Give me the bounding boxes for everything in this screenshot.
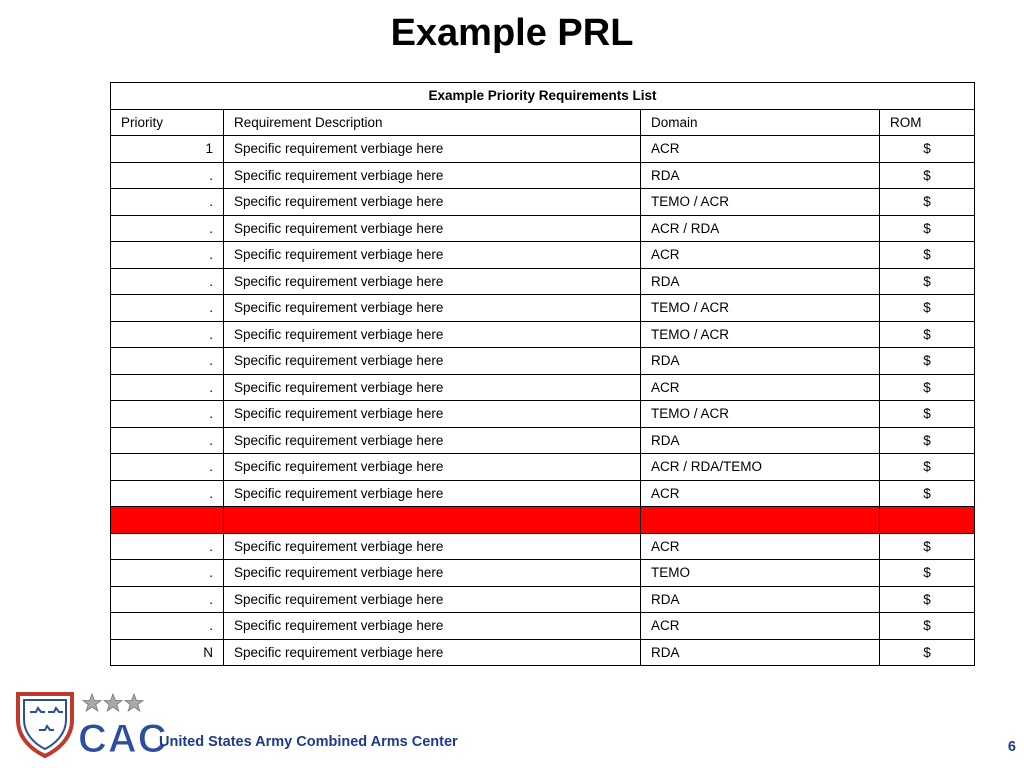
description-cell: Specific requirement verbiage here <box>224 215 641 242</box>
description-cell: Specific requirement verbiage here <box>224 560 641 587</box>
priority-cell <box>111 507 224 534</box>
priority-cell: . <box>111 348 224 375</box>
domain-cell: TEMO / ACR <box>641 321 880 348</box>
table-row <box>111 401 975 428</box>
cutline-row <box>111 507 975 534</box>
description-cell: Specific requirement verbiage here <box>224 639 641 666</box>
rom-cell: $ <box>880 136 975 163</box>
table-row <box>111 189 975 216</box>
table-row <box>111 215 975 242</box>
rom-cell: $ <box>880 639 975 666</box>
description-cell: Specific requirement verbiage here <box>224 586 641 613</box>
shield-icon <box>18 694 72 756</box>
table-row <box>111 321 975 348</box>
header-rom: ROM <box>880 109 975 136</box>
rom-cell: $ <box>880 242 975 269</box>
rom-cell: $ <box>880 560 975 587</box>
rom-cell: $ <box>880 321 975 348</box>
description-cell: Specific requirement verbiage here <box>224 480 641 507</box>
rom-cell: $ <box>880 268 975 295</box>
priority-cell: . <box>111 321 224 348</box>
table-row <box>111 533 975 560</box>
rom-cell: $ <box>880 189 975 216</box>
domain-cell: TEMO / ACR <box>641 295 880 322</box>
table-row <box>111 560 975 587</box>
rom-cell: $ <box>880 613 975 640</box>
domain-cell: RDA <box>641 162 880 189</box>
slide-title: Example PRL <box>390 12 634 54</box>
rom-cell: $ <box>880 480 975 507</box>
description-cell: Specific requirement verbiage here <box>224 533 641 560</box>
domain-cell: RDA <box>641 427 880 454</box>
priority-cell: . <box>111 480 224 507</box>
table-row <box>111 454 975 481</box>
rom-cell: $ <box>880 533 975 560</box>
priority-cell: . <box>111 242 224 269</box>
description-cell: Specific requirement verbiage here <box>224 348 641 375</box>
cac-logo-icon <box>14 690 168 761</box>
priority-cell: . <box>111 427 224 454</box>
priority-cell: . <box>111 295 224 322</box>
rom-cell: $ <box>880 162 975 189</box>
domain-cell: RDA <box>641 268 880 295</box>
priority-cell: . <box>111 162 224 189</box>
description-cell: Specific requirement verbiage here <box>224 189 641 216</box>
table-caption: Example Priority Requirements List <box>111 83 975 110</box>
domain-cell: RDA <box>641 348 880 375</box>
star-icon <box>83 694 143 711</box>
description-cell: Specific requirement verbiage here <box>224 427 641 454</box>
description-cell: Specific requirement verbiage here <box>224 613 641 640</box>
table-row <box>111 374 975 401</box>
table-row <box>111 586 975 613</box>
table-caption-row <box>111 83 975 110</box>
domain-cell: ACR <box>641 136 880 163</box>
priority-cell: . <box>111 586 224 613</box>
domain-cell: ACR <box>641 480 880 507</box>
domain-cell: TEMO / ACR <box>641 401 880 428</box>
header-priority: Priority <box>111 109 224 136</box>
rom-cell: $ <box>880 295 975 322</box>
priority-cell: 1 <box>111 136 224 163</box>
table-row <box>111 242 975 269</box>
domain-cell <box>641 507 880 534</box>
rom-cell: $ <box>880 374 975 401</box>
rom-cell: $ <box>880 454 975 481</box>
priority-cell: . <box>111 374 224 401</box>
logo-text: CAC <box>78 717 168 761</box>
footer-organization: United States Army Combined Arms Center <box>159 734 458 750</box>
domain-cell: RDA <box>641 586 880 613</box>
domain-cell: ACR / RDA/TEMO <box>641 454 880 481</box>
description-cell: Specific requirement verbiage here <box>224 136 641 163</box>
domain-cell: ACR <box>641 242 880 269</box>
table-row <box>111 427 975 454</box>
header-domain: Domain <box>641 109 880 136</box>
description-cell: Specific requirement verbiage here <box>224 268 641 295</box>
priority-cell: . <box>111 189 224 216</box>
priority-cell: . <box>111 454 224 481</box>
table-row <box>111 162 975 189</box>
domain-cell: TEMO <box>641 560 880 587</box>
domain-cell: ACR <box>641 613 880 640</box>
table-row <box>111 348 975 375</box>
priority-cell: . <box>111 401 224 428</box>
description-cell: Specific requirement verbiage here <box>224 162 641 189</box>
priority-cell: . <box>111 560 224 587</box>
priority-cell: N <box>111 639 224 666</box>
rom-cell: $ <box>880 586 975 613</box>
description-cell: Specific requirement verbiage here <box>224 454 641 481</box>
description-cell: Specific requirement verbiage here <box>224 401 641 428</box>
description-cell: Specific requirement verbiage here <box>224 321 641 348</box>
description-cell: Specific requirement verbiage here <box>224 295 641 322</box>
description-cell: Specific requirement verbiage here <box>224 242 641 269</box>
page-number: 6 <box>1007 739 1016 755</box>
domain-cell: RDA <box>641 639 880 666</box>
domain-cell: TEMO / ACR <box>641 189 880 216</box>
header-description: Requirement Description <box>224 109 641 136</box>
description-cell <box>224 507 641 534</box>
table-row <box>111 136 975 163</box>
priority-requirements-table <box>110 82 975 666</box>
table-row <box>111 613 975 640</box>
priority-cell: . <box>111 533 224 560</box>
table-row <box>111 480 975 507</box>
domain-cell: ACR <box>641 374 880 401</box>
description-cell: Specific requirement verbiage here <box>224 374 641 401</box>
rom-cell: $ <box>880 401 975 428</box>
rom-cell: $ <box>880 427 975 454</box>
rom-cell: $ <box>880 348 975 375</box>
priority-cell: . <box>111 215 224 242</box>
rom-cell: $ <box>880 215 975 242</box>
table-header-row <box>111 109 975 136</box>
table-row <box>111 295 975 322</box>
rom-cell <box>880 507 975 534</box>
table-row <box>111 639 975 666</box>
domain-cell: ACR <box>641 533 880 560</box>
table-body <box>111 136 975 666</box>
priority-cell: . <box>111 268 224 295</box>
priority-cell: . <box>111 613 224 640</box>
table-row <box>111 268 975 295</box>
domain-cell: ACR / RDA <box>641 215 880 242</box>
